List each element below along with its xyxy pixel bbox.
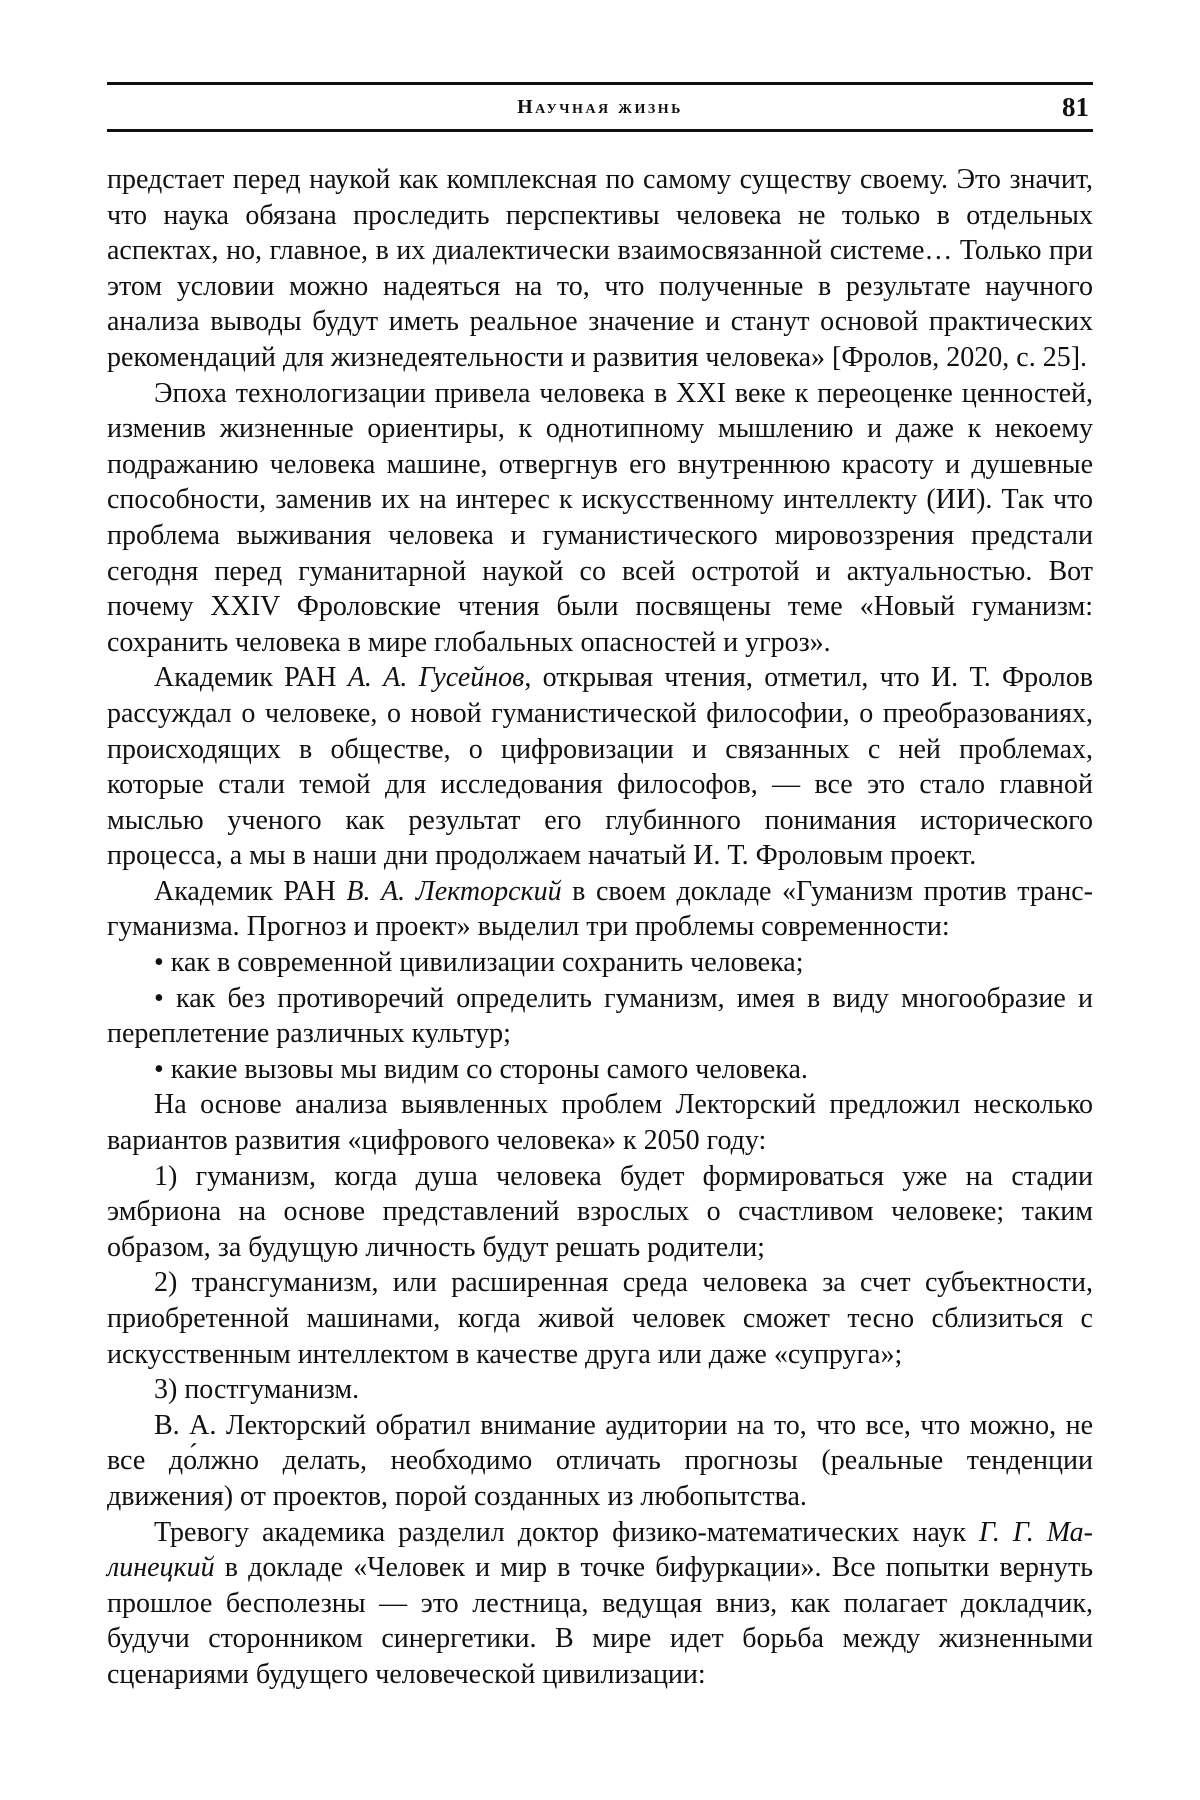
text-segment: в докладе «Человек и мир в точке бифуркации». Все попытки вернуть прошлое бесполезны — это лестница, ведущая вниз, как полагает докладчик, будучи сторонником синергетики. В мире идет борьба между жизненными сценариями будущего человеческой цивилизации:: [107, 1552, 1093, 1690]
text-segment: в своем докладе «Гуманизм против транс­гуманизма. Прогноз и проект» выделил три проблемы современности:: [107, 876, 1093, 943]
paragraph: [107, 945, 1093, 981]
text-segment: 2) трансгуманизм, или расширенная среда человека за счет субъектности, при­обретенной машинами, когда живой человек сможет тесно сблизиться с искусст­венным интеллектом в качестве друга или даже «супруга»;: [107, 1267, 1093, 1369]
paragraph: [107, 1515, 1093, 1693]
header-top-rule: [107, 82, 1093, 85]
paragraph: [107, 1087, 1093, 1158]
paragraph: [107, 660, 1093, 874]
text-segment: 1) гуманизм, когда душа человека будет формироваться уже на стадии эмбрио­на на основе представлений взрослых о счастливом человеке; таким образом, за будущую личность будут решать родители;: [107, 1161, 1093, 1263]
text-segment: Академик РАН: [154, 876, 346, 907]
text-segment: предстает перед наукой как комплексная по самому существу своему. Это зна­чит, что наука обязана проследить перспективы человека не только в отдельных аспектах, но, главное, в их диалектически взаимосвязанной системе… Только при этом условии можно надеяться на то, что полученные в результате научного анализа выводы будут иметь реальное значение и станут основой практических рекомендаций для жизнедеятельности и развития человека» [Фролов, 2020, с. 25].: [107, 164, 1093, 373]
paragraph: [107, 1372, 1093, 1408]
running-title: Научная жизнь: [107, 96, 1093, 119]
text-segment: Тревогу академика разделил доктор физико-математических наук: [154, 1517, 979, 1548]
paragraph: [107, 981, 1093, 1052]
text-segment: , открывая чтения, отметил, что И. Т. Фролов рассуждал о человеке, о новой гуманистической философии, о преобразова­ниях, происходящих в обществе, о цифровизации и связанных с ней пробле­мах, которые стали темой для исследования философов, — все это стало глав­ной мыслью ученого как результат его глубинного понимания исторического процесса, а мы в наши дни продолжаем начатый И. Т. Фроловым проект.: [107, 662, 1093, 871]
page-number: 81: [1062, 92, 1089, 123]
body-text: [107, 162, 1093, 1693]
paragraph: [107, 1408, 1093, 1515]
text-segment: 3) постгуманизм.: [154, 1374, 359, 1405]
paragraph: [107, 1052, 1093, 1088]
text-segment: В. А. Лекторский обратил внимание аудитории на то, что все, что можно, не все до́лжно делать, необходимо отличать прогнозы (реальные тенденции движения) от проектов, порой созданных из любопытства.: [107, 1410, 1093, 1512]
text-segment: • какие вызовы мы видим со стороны самого человека.: [154, 1054, 808, 1085]
paragraph: [107, 376, 1093, 661]
text-segment: • как в современной цивилизации сохранить человека;: [154, 947, 803, 978]
text-segment: Академик РАН: [154, 662, 348, 693]
paragraph: [107, 874, 1093, 945]
paragraph: [107, 1159, 1093, 1266]
italic-name: Г. Г. Ма­линецкий: [107, 1517, 1093, 1584]
text-segment: Эпоха технологизации привела человека в XXI веке к переоценке ценно­стей, изменив жизненные ориентиры, к однотипному мышлению и даже к не­коему подражанию человека машине, отвергнув его внутреннюю красоту и душевные способности, заменив их на интерес к искусственному интеллекту (ИИ). Так что проблема выживания человека и гуманистического мировоззре­ния предстали сегодня перед гуманитарной наукой со всей остротой и актуаль­ностью. Вот почему XXIV Фроловские чтения были посвящены теме «Новый гуманизм: сохранить человека в мире глобальных опасностей и угроз».: [107, 378, 1093, 658]
paragraph: [107, 1265, 1093, 1372]
italic-name: А. А. Гусейнов: [348, 662, 524, 693]
text-segment: • как без противоречий определить гуманизм, имея в виду многообразие и переплетение различных культур;: [107, 983, 1093, 1050]
header-bottom-rule: [107, 129, 1093, 132]
running-header: [107, 92, 1093, 128]
italic-name: В. А. Лекторский: [346, 876, 561, 907]
paragraph: [107, 162, 1093, 376]
text-segment: На основе анализа выявленных проблем Лекторский предложил несколько вариантов развития «цифрового человека» к 2050 году:: [107, 1089, 1093, 1156]
